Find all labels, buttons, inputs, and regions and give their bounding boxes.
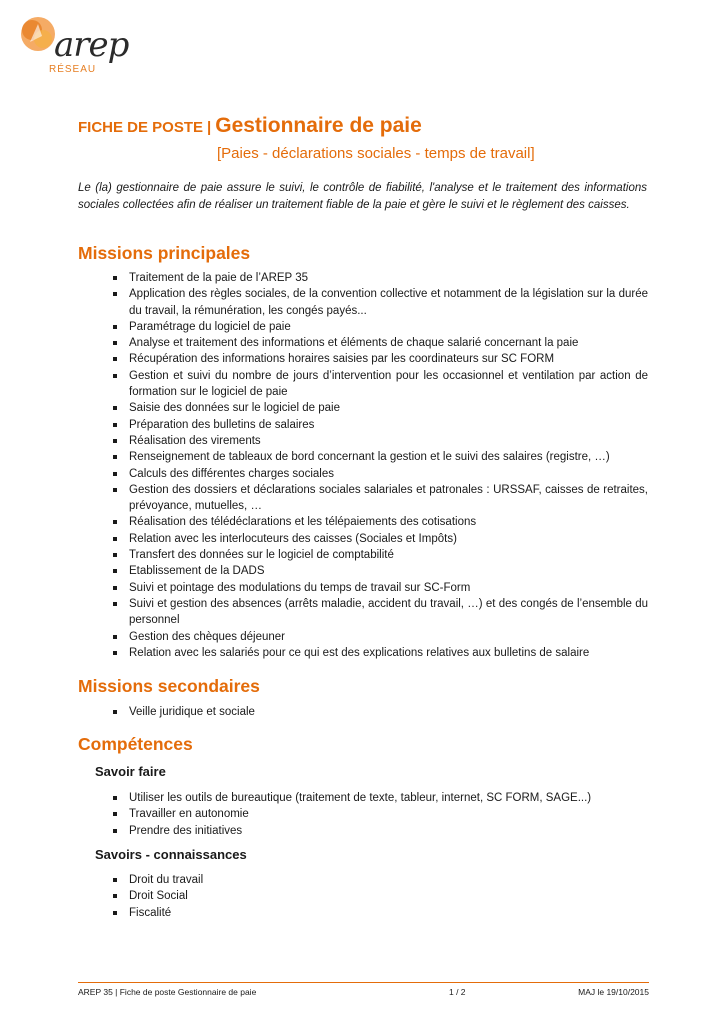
list-item: Préparation des bulletins de salaires xyxy=(112,417,648,433)
list-item: Traitement de la paie de l’AREP 35 xyxy=(112,270,648,286)
list-item: Gestion des chèques déjeuner xyxy=(112,629,648,645)
list-item: Travailler en autonomie xyxy=(112,806,648,822)
list-item: Saisie des données sur le logiciel de paie xyxy=(112,400,648,416)
list-item: Gestion et suivi du nombre de jours d’intervention pour les occasionnel et ventilation par action de formation sur le logiciel de paie xyxy=(112,368,648,401)
list-item: Droit du travail xyxy=(112,872,648,888)
list-item: Transfert des données sur le logiciel de comptabilité xyxy=(112,547,648,563)
list-item: Droit Social xyxy=(112,888,648,904)
footer-divider xyxy=(78,982,649,983)
logo-circle-icon xyxy=(18,14,58,54)
intro-paragraph: Le (la) gestionnaire de paie assure le suivi, le contrôle de fiabilité, l'analyse et le traitement des informations sociales collectées afin de réaliser un traitement fiable de la paie et gère le suivi et le règlement des caisses. xyxy=(78,182,647,211)
list-item: Gestion des dossiers et déclarations sociales salariales et patronales : URSSAF, caisses de retraites, prévoyance, mutuelles, … xyxy=(112,482,648,515)
list-item: Fiscalité xyxy=(112,905,648,921)
list-item: Relation avec les interlocuteurs des caisses (Sociales et Impôts) xyxy=(112,531,648,547)
footer-update-date: MAJ le 19/10/2015 xyxy=(578,987,649,997)
list-item: Relation avec les salariés pour ce qui est des explications relatives aux bulletins de salaire xyxy=(112,645,648,661)
list-item: Récupération des informations horaires saisies par les coordinateurs sur SC FORM xyxy=(112,351,648,367)
savoir-faire-list xyxy=(112,790,648,839)
savoirs-list xyxy=(112,872,648,921)
title-prefix: FICHE DE POSTE xyxy=(78,119,204,136)
savoir-faire-heading: Savoir faire xyxy=(95,764,166,779)
missions-secondaires-heading: Missions secondaires xyxy=(78,676,260,696)
list-item: Veille juridique et sociale xyxy=(112,704,648,720)
list-item: Analyse et traitement des informations et éléments de chaque salarié concernant la paie xyxy=(112,335,648,351)
list-item: Utiliser les outils de bureautique (traitement de texte, tableur, internet, SC FORM, SAGE...) xyxy=(112,790,648,806)
list-item: Renseignement de tableaux de bord concernant la gestion et le suivi des salaires (registre, …) xyxy=(112,449,648,465)
logo-subtitle: RÉSEAU xyxy=(49,64,97,75)
document-title xyxy=(78,114,422,138)
list-item: Calculs des différentes charges sociales xyxy=(112,466,648,482)
page-subtitle: [Paies - déclarations sociales - temps de travail] xyxy=(217,145,535,162)
list-item: Application des règles sociales, de la convention collective et notamment de la législation sur la durée du travail, la rémunération, les congés payés... xyxy=(112,286,648,319)
title-separator: | xyxy=(207,119,212,136)
missions-principales-heading: Missions principales xyxy=(78,243,251,263)
list-item: Suivi et pointage des modulations du temps de travail sur SC-Form xyxy=(112,580,648,596)
arep-logo xyxy=(18,14,148,80)
footer-page-number: 1 / 2 xyxy=(449,987,466,997)
savoirs-heading: Savoirs - connaissances xyxy=(95,847,247,862)
list-item: Prendre des initiatives xyxy=(112,823,648,839)
list-item: Réalisation des virements xyxy=(112,433,648,449)
footer-document-info: AREP 35 | Fiche de poste Gestionnaire de paie xyxy=(78,987,257,997)
competences-heading: Compétences xyxy=(78,734,193,754)
list-item: Réalisation des télédéclarations et les télépaiements des cotisations xyxy=(112,514,648,530)
logo-wordmark: arep xyxy=(54,25,129,65)
missions-secondaires-list xyxy=(112,704,648,720)
list-item: Suivi et gestion des absences (arrêts maladie, accident du travail, …) et des congés de l’ensemble du personnel xyxy=(112,596,648,629)
missions-principales-list xyxy=(112,270,648,661)
list-item: Etablissement de la DADS xyxy=(112,563,648,579)
list-item: Paramétrage du logiciel de paie xyxy=(112,319,648,335)
page-title: Gestionnaire de paie xyxy=(215,114,422,137)
